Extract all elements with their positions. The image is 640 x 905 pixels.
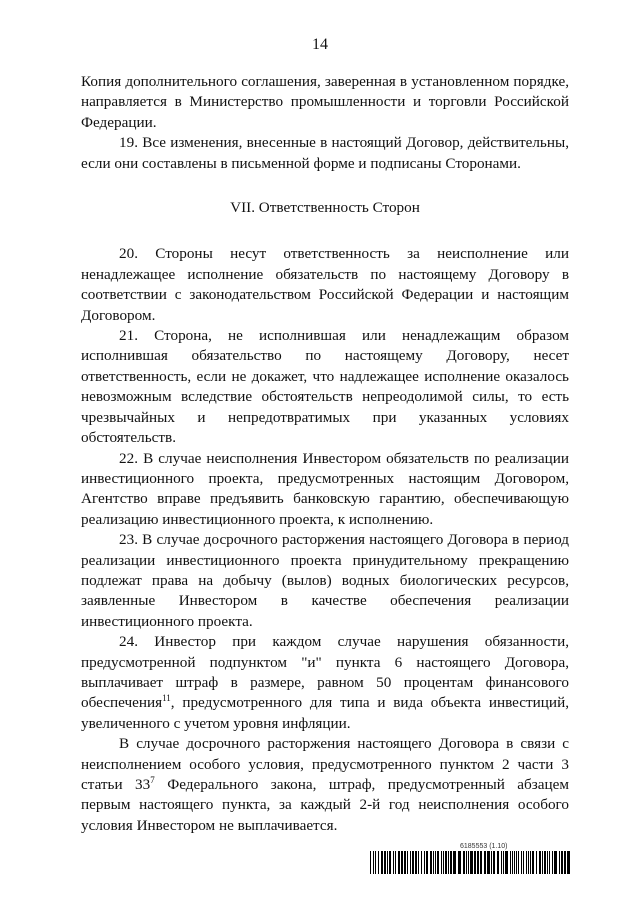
document-body <box>81 72 569 836</box>
page-number: 14 <box>312 36 328 53</box>
document-code: 6185553 (1.10) <box>460 843 508 850</box>
paragraph-24 <box>81 632 569 734</box>
text-run: В случае досрочного расторжения настоящего Договора в связи с неисполнением особого условия, предусмотренного пунктом 2 части 3 статьи 33 <box>81 735 569 793</box>
paragraph-23: 23. В случае досрочного расторжения настоящего Договора в период реализации инвестиционного проекта принудительному прекращению подлежат права на добычу (вылов) водных биологических ресурсов, заявленные Инвестором в качестве обеспечения реализации инвестиционного проекта. <box>81 531 569 630</box>
article-superscript: 7 <box>150 774 155 785</box>
text-run: , предусмотренного для типа и вида объекта инвестиций, увеличенного с учетом уровня инфляции. <box>81 694 569 732</box>
text-run: Федерального закона, штраф, предусмотренный абзацем первым настоящего пункта, за каждый 2-й год неисполнения особого условия Инвестором не выплачивается. <box>81 776 569 834</box>
footnote-ref: 11 <box>162 693 171 704</box>
section-heading: VII. Ответственность Сторон <box>230 199 420 217</box>
paragraph-21: 21. Сторона, не исполнившая или ненадлежащим образом исполнившая обязательство по настоящему Договору, несет ответственность, если не докажет, что надлежащее исполнение оказалось невозможным вследствие обстоятельств непреодолимой силы, то есть чрезвычайных и непредотвратимых при указанных условиях обстоятельств. <box>81 327 569 447</box>
barcode-icon <box>370 851 571 874</box>
paragraph: 19. Все изменения, внесенные в настоящий Договор, действительны, если они составлены в письменной форме и подписаны Сторонами. <box>81 134 569 172</box>
paragraph: Копия дополнительного соглашения, заверенная в установленном порядке, направляется в Министерство промышленности и торговли Российской Федерации. <box>81 73 569 131</box>
paragraph-20: 20. Стороны несут ответственность за неисполнение или ненадлежащее исполнение обязательств по настоящему Договору в соответствии с законодательством Российской Федерации и настоящим Договором. <box>81 245 569 324</box>
paragraph-last <box>81 734 569 836</box>
text-run: 24. Инвестор при каждом случае нарушения обязанности, предусмотренной подпунктом "и" пункта 6 настоящего Договора, выплачивает штраф в размере, равном 50 процентам финансового обеспечения <box>81 633 569 712</box>
paragraph-22: 22. В случае неисполнения Инвестором обязательств по реализации инвестиционного проекта, предусмотренных настоящим Договором, Агентство вправе предъявить банковскую гарантию, обеспечивающую реализацию инвестиционного проекта, к исполнению. <box>81 449 569 528</box>
